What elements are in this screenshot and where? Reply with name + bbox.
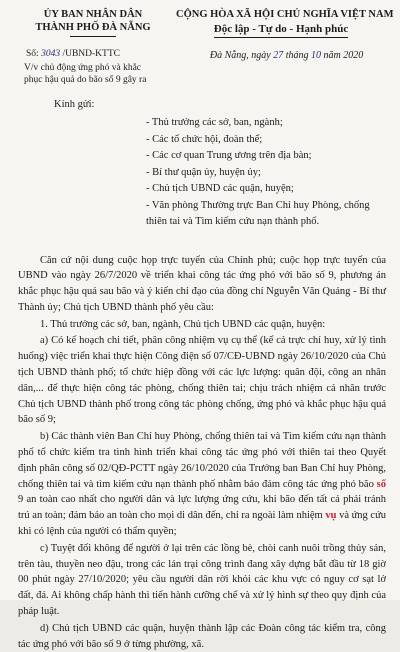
recipient-item: - Bí thư quận ủy, huyện ủy; [146,165,386,182]
nation-name: CỘNG HÒA XÃ HỘI CHỦ NGHĨA VIỆT NAM [176,8,386,21]
item-b-marked-word-1: số [377,479,386,490]
item-b-text-3: và ứng cứu khi có lệnh của người có thẩm quyền; [18,510,386,537]
item-a-paragraph: a) Có kế hoạch chi tiết, phân công nhiệm vụ cụ thể (kể cả trực chỉ huy, xử lý tình huống) việc triển khai thực hiện Công điện số 07/CĐ-UBND ngày 26/10/2020 của Chủ tịch UBND thành phố; tổ chức hiệp đồng với các lực lượng: quân đội, công an nhân dân,... để thực hiện công tác phòng, chống thiên tai; chịu trách nhiệm cá nhân trước Chủ tịch UBND thành phố trong công tác phòng chống, ứng phó và khắc phục hậu quả bão số 9; [18,333,386,428]
document-date [187,48,386,86]
date-prefix: Đà Nẵng, ngày [210,50,273,61]
salutation-block [18,98,386,112]
agency-line-1: ỦY BAN NHÂN DÂN [18,8,168,21]
national-header [176,8,386,38]
item-d-paragraph: d) Chủ tịch UBND các quận, huyện thành lập các Đoàn công tác kiểm tra, công tác ứng phó với bão số 9 ở từng phường, xã. [18,621,386,652]
item-b-text-1: b) Các thành viên Ban Chỉ huy Phòng, chống thiên tai và Tìm kiếm cứu nạn thành phố tổ chức kiểm tra tình hình triển khai công tác ứng phó với thiên tai theo Quyết định phân công số 02/QĐ-PCTT ngày 26/10/2020 của Trưởng ban Ban Chỉ huy Phòng, chống thiên tai và tìm kiếm cứu nạn thành phố nhằm bảo đảm công tác ứng phó bão [18,431,386,489]
issuing-agency [18,8,168,38]
recipient-item: - Các cơ quan Trung ương trên địa bàn; [146,148,386,165]
recipient-item: - Thủ trưởng các sở, ban, ngành; [146,115,386,132]
document-reference [18,48,187,86]
salutation: Kính gửi: [18,98,386,112]
subject-line-2: phục hậu quả do bão số 9 gây ra [18,74,187,86]
item-b-text-2: 9 an toàn cao nhất cho người dân và lực lượng ứng cứu, khi bão đến tất cả phải tránh trú an toàn; đảm bảo an toàn cho mọi di dân đến, chỉ ra ngoài làm nhiệm [18,494,386,521]
recipient-item: - Chủ tịch UBND các quận, huyện; [146,181,386,198]
number-handwritten: 3043 [41,49,60,59]
date-mid: tháng [283,50,311,61]
document-meta [18,48,386,86]
agency-line-2: THÀNH PHỐ ĐÀ NẴNG [18,21,168,34]
item-b-marked-word-2: vụ [325,510,336,521]
item-b-paragraph [18,429,386,540]
intro-paragraph: Căn cứ nội dung cuộc họp trực tuyến của Chính phủ; cuộc họp trực tuyến của UBND vào ngày 26/7/2020 về triển khai công tác ứng phó với bão số 9, phương án khắc phục hậu quả sau bão và ý kiến chỉ đạo của đồng chí Nguyễn Văn Quảng - Bí thư Thành ủy; Chủ tịch UBND thành phố yêu cầu: [18,253,386,316]
item-1-heading: 1. Thủ trưởng các sở, ban, ngành, Chủ tịch UBND các quận, huyện: [18,317,386,333]
document-header [18,8,386,38]
national-motto: Độc lập - Tự do - Hạnh phúc [214,23,348,38]
document-number [18,48,187,60]
agency-underline [70,36,116,37]
recipient-item: - Văn phòng Thường trực Ban Chỉ huy Phòng, chống thiên tai và Tìm kiếm cứu nạn thành phố. [146,198,386,231]
recipient-list [146,115,386,231]
recipient-item: - Các tổ chức hội, đoàn thể; [146,132,386,149]
item-c-paragraph: c) Tuyệt đối không để người ở lại trên các lồng bè, chòi canh nuôi trồng thủy sản, trên tàu, thuyền neo đậu, trong các lán trại công trình đang xây dựng bắt đầu từ 18 giờ 00 phút ngày 27/10/2020; yêu cầu người dân rời khỏi các khu vực có nguy cơ sạt lở đất, đá. Ai không chấp hành thì tiến hành cưỡng chế và xử lý hình sự theo quy định của pháp luật. [18,541,386,620]
number-suffix: /UBND-KTTC [60,49,120,59]
date-month: 10 [311,50,321,61]
date-day: 27 [273,50,283,61]
date-suffix: năm 2020 [321,50,363,61]
number-prefix: Số: [26,49,41,59]
document-body [18,253,386,652]
subject-line-1: V/v chủ động ứng phó và khắc [18,62,187,74]
